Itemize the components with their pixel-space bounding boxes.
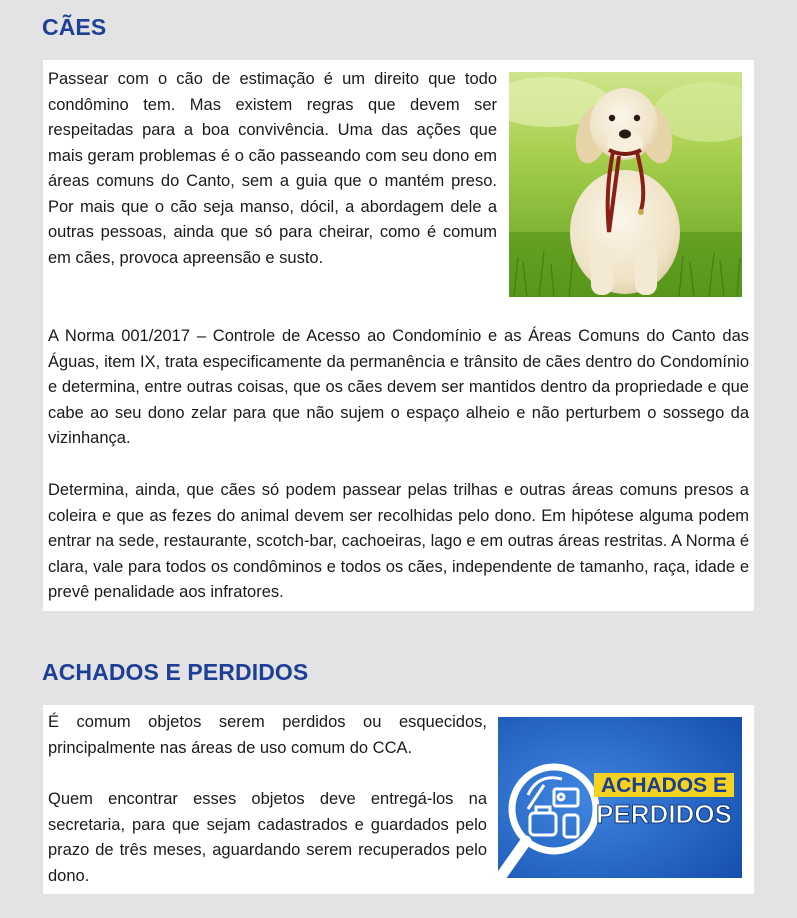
section-title-caes: CÃES [42,14,107,40]
paragraph-caes-1: Passear com o cão de estimação é um direito que todo condômino tem. Mas existem regras que devem ser respeitadas para a boa convivência. Uma das ações que mais geram problemas é o cão passeando com seu dono em áreas comuns do Canto, sem a guia que o mantém preso. Por mais que o cão seja manso, dócil, a abordagem dele a outras pessoas, ainda que só para cheirar, como é comum em cães, provoca apreensão e susto. [48,70,497,267]
section-title-achados-perdidos: ACHADOS E PERDIDOS [42,659,309,685]
paragraph-achados-1: É comum objetos serem perdidos ou esquecidos, principalmente nas áreas de uso comum do CCA. [48,713,487,757]
banner-line-2: PERDIDOS [596,799,732,829]
banner-line-1: ACHADOS E [600,774,728,797]
paragraph-achados-2: Quem encontrar esses objetos deve entregá-los na secretaria, para que sejam cadastrados e guardados pelo prazo de três meses, aguardando serem recuperados pelo dono. [48,790,487,885]
section-card-caes [43,60,754,611]
paragraph-caes-2: A Norma 001/2017 – Controle de Acesso ao Condomínio e as Áreas Comuns do Canto das Águas, item IX, trata especificamente da permanência e trânsito de cães dentro do Condomínio e determina, entre outras coisas, que os cães devem ser mantidos dentro da propriedade e que cabe ao seu dono zelar para que não sujem o espaço alheio e não perturbem o sossego da vizinhança. [48,327,749,447]
section-card-achados-perdidos [43,705,754,894]
dog-photo [509,72,742,297]
lost-and-found-banner [498,717,742,878]
paragraph-caes-3: Determina, ainda, que cães só podem passear pelas trilhas e outras áreas comuns presos a coleira e que as fezes do animal devem ser recolhidas pelo dono. Em hipótese alguma podem entrar na sede, restaurante, scotch-bar, cachoeiras, lago e em outras áreas restritas. A Norma é clara, vale para todos os condôminos e todos os cães, independente de tamanho, raça, idade e prevê penalidade aos infratores. [48,481,749,601]
